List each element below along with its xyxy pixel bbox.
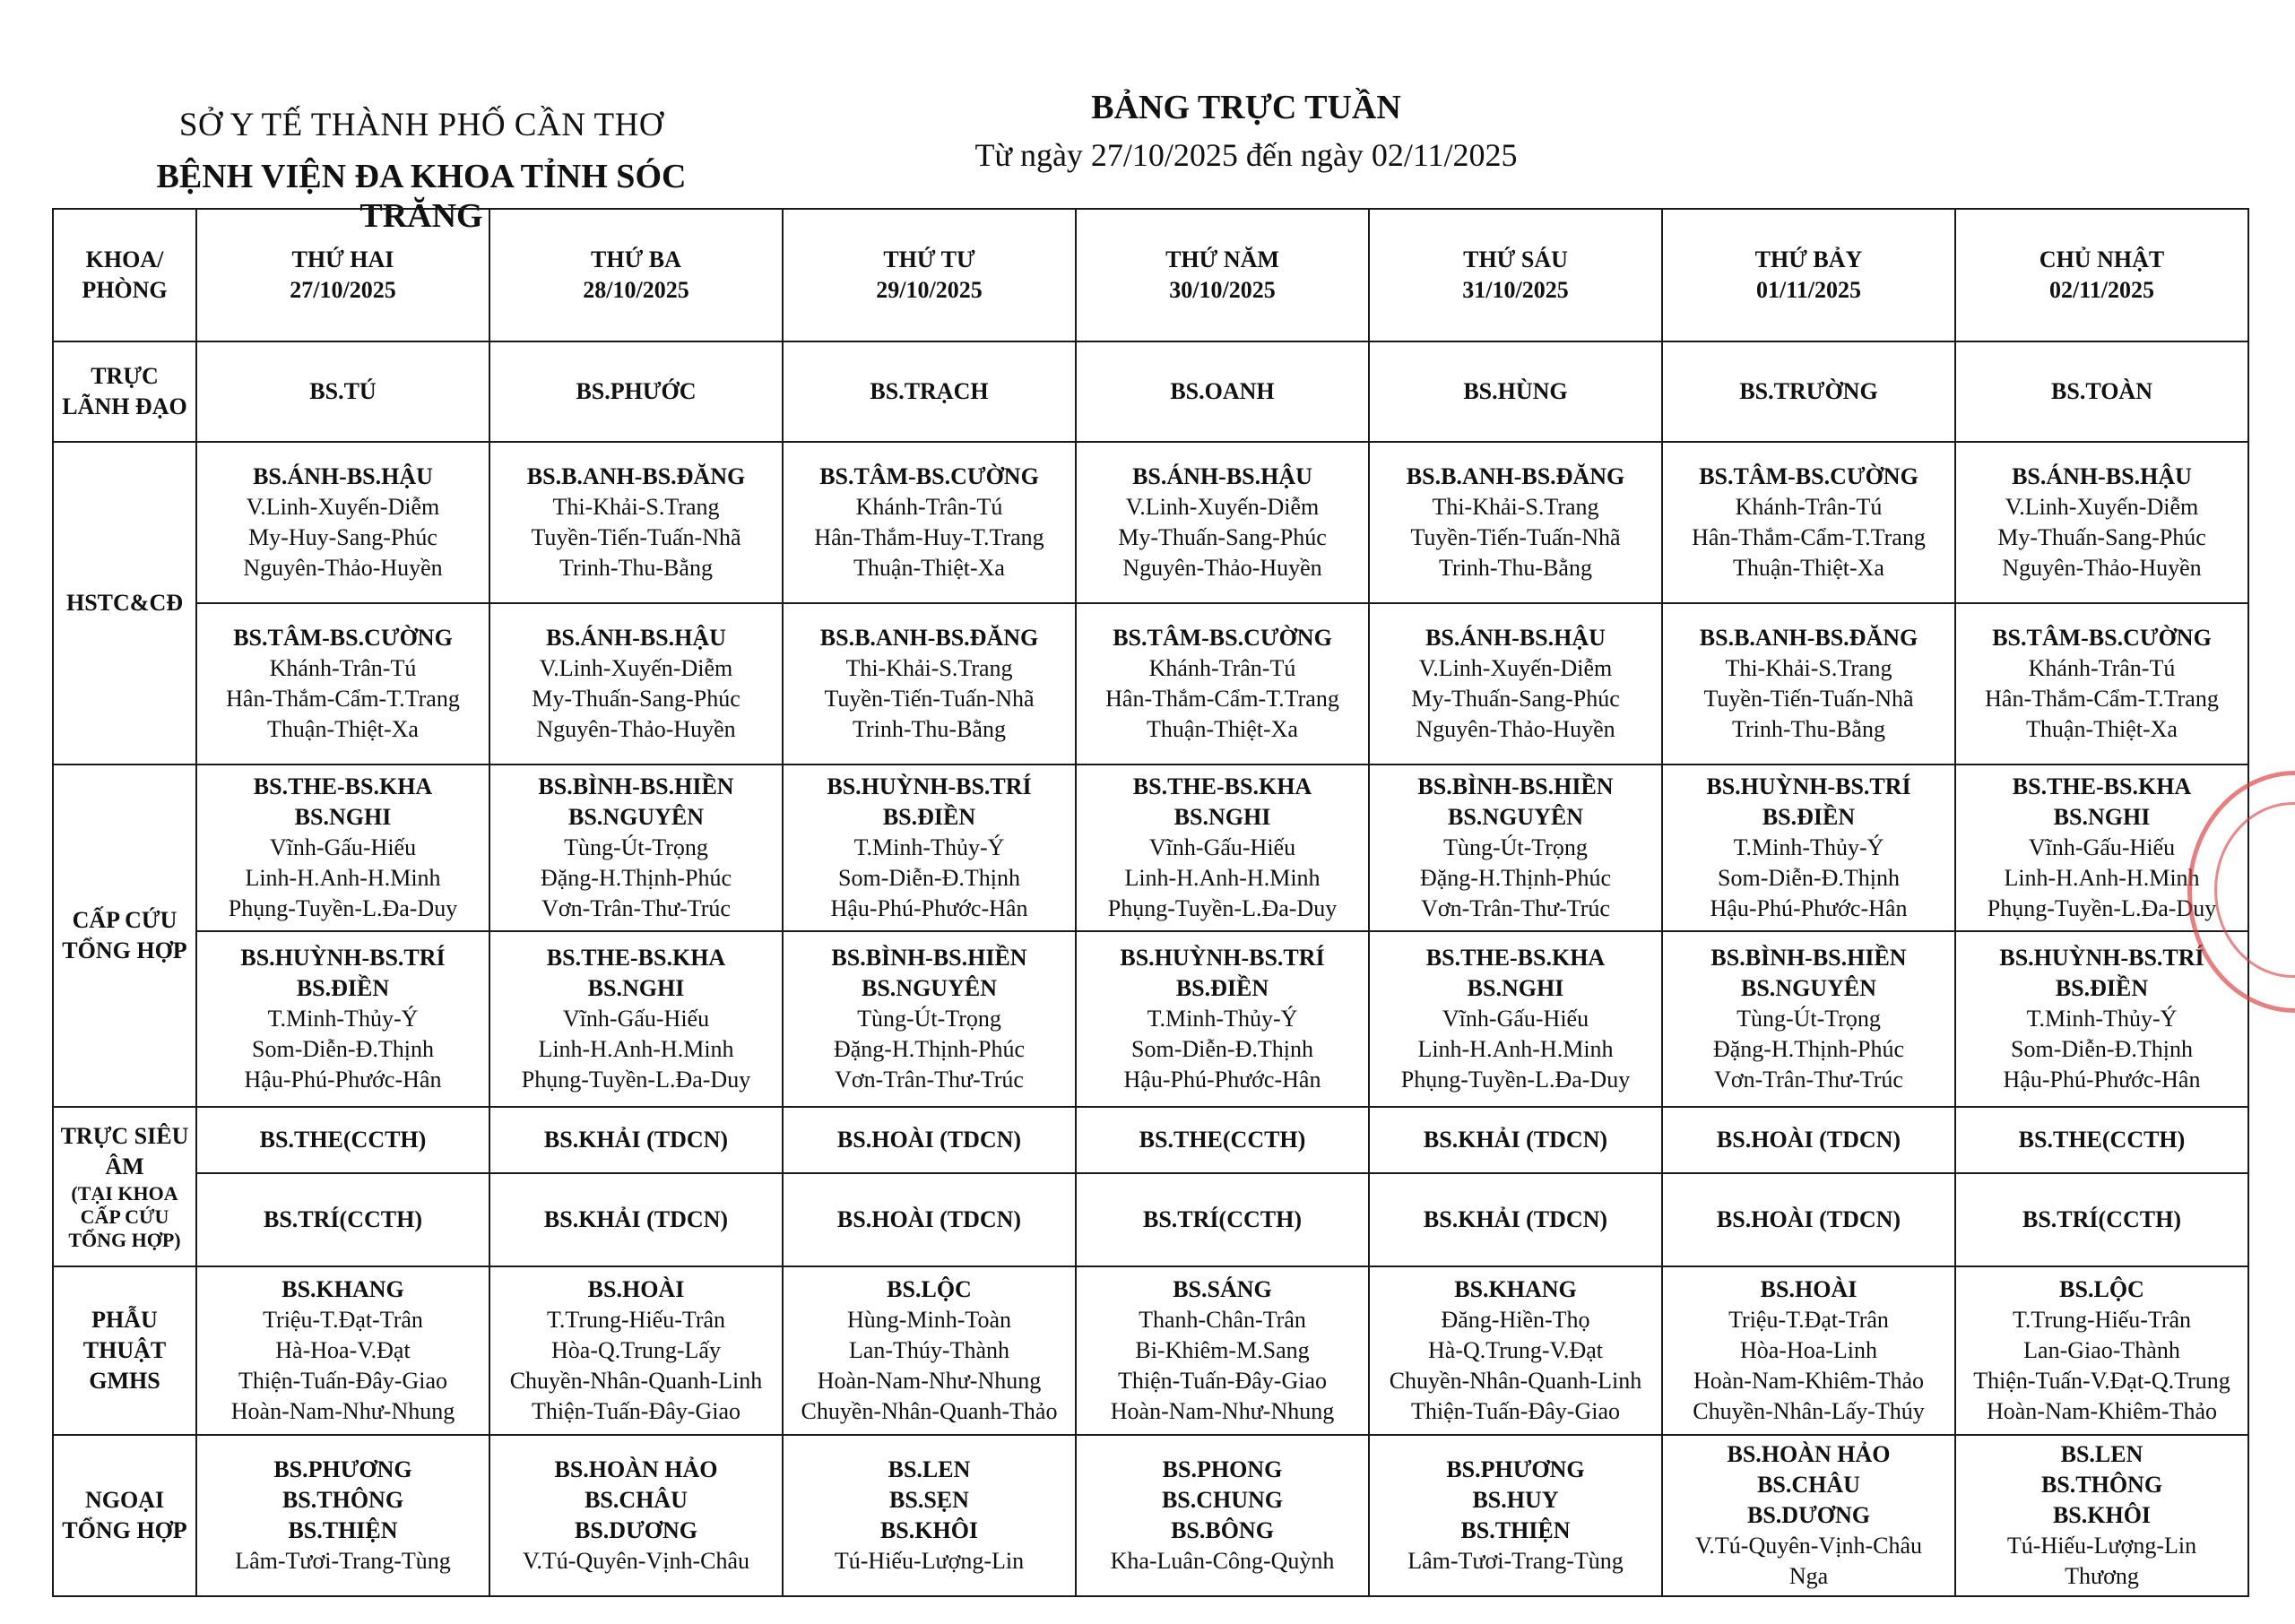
row-ngoai: [53, 1435, 2248, 1596]
staff-names: Linh-H.Anh-H.Minh: [2004, 865, 2200, 891]
duty-cell: [196, 764, 489, 931]
staff-names: My-Thuấn-Sang-Phúc: [532, 686, 740, 712]
staff-names: Khánh-Trân-Tú: [269, 655, 417, 681]
hospital-name: BỆNH VIỆN ĐA KHOA TỈNH SÓC TRĂNG: [156, 158, 687, 235]
doctor-name: BS.HOÀI: [1760, 1276, 1858, 1302]
doctor-name: BS.SÁNG: [1173, 1276, 1272, 1302]
staff-names: Thiện-Tuấn-Đây-Giao: [1118, 1368, 1327, 1394]
doctor-name: BS.ÁNH-BS.HẬU: [2012, 463, 2192, 489]
staff-names: Linh-H.Anh-H.Minh: [245, 865, 441, 891]
ultrasound-cell: BS.KHẢI (TDCN): [489, 1107, 783, 1173]
doctor-name: BS.CHUNG: [1161, 1487, 1284, 1513]
row-phau-thuat: [53, 1266, 2248, 1435]
staff-names: Hoàn-Nam-Khiêm-Thảo: [1693, 1368, 1925, 1394]
row-hstc-1: [53, 442, 2248, 603]
doctor-name: BS.NGHI: [1173, 804, 1271, 830]
staff-names: Thiện-Tuấn-Đây-Giao: [1411, 1398, 1620, 1424]
duty-cell: [1369, 1435, 1662, 1596]
doctor-name: BS.THÔNG: [281, 1487, 404, 1513]
day-header: [1662, 209, 1955, 341]
staff-names: Lâm-Tươi-Trang-Tùng: [235, 1548, 451, 1574]
row-hstc-2: [53, 603, 2248, 764]
staff-names: Phụng-Tuyền-L.Đa-Duy: [228, 895, 458, 921]
staff-names: Đăng-Hiền-Thọ: [1441, 1307, 1590, 1333]
row-sieuam-1: [53, 1107, 2248, 1173]
dept-truc-lanh-dao: TRỰC LÃNH ĐẠO: [53, 341, 196, 442]
duty-cell: [1955, 1435, 2248, 1596]
ultrasound-cell: BS.KHẢI (TDCN): [1369, 1173, 1662, 1266]
staff-names: Tuyền-Tiến-Tuấn-Nhã: [531, 524, 741, 550]
date-range: Từ ngày 27/10/2025 đến ngày 02/11/2025: [974, 137, 1518, 173]
doctor-name: BS.LEN: [2060, 1441, 2143, 1467]
staff-names: My-Thuấn-Sang-Phúc: [1997, 524, 2206, 550]
doctor-name: BS.CHÂU: [1757, 1472, 1860, 1498]
dept-sieu-am: [53, 1107, 196, 1266]
staff-names: Đặng-H.Thịnh-Phúc: [1419, 865, 1611, 891]
doctor-name: BS.NGUYÊN: [568, 804, 704, 830]
staff-names: Tùng-Út-Trọng: [1443, 834, 1588, 860]
doctor-name: BS.HOÀN HẢO: [1727, 1441, 1891, 1467]
dept-sieu-am-label: TRỰC SIÊU ÂM: [60, 1123, 189, 1179]
staff-names: Linh-H.Anh-H.Minh: [1124, 865, 1321, 891]
staff-names: T.Minh-Thủy-Ý: [1147, 1006, 1298, 1032]
duty-cell: [783, 764, 1076, 931]
doctor-name: BS.ĐIỀN: [1175, 975, 1269, 1001]
staff-names: Khánh-Trân-Tú: [1148, 655, 1296, 681]
staff-names: V.Tú-Quyên-Vịnh-Châu: [1695, 1533, 1922, 1559]
dept-header: KHOA/ PHÒNG: [53, 209, 196, 341]
staff-names: My-Thuấn-Sang-Phúc: [1118, 524, 1327, 550]
doctor-name: BS.KHANG: [1454, 1276, 1577, 1302]
doctor-name: BS.HOÀI: [587, 1276, 685, 1302]
staff-names: Chuyền-Nhân-Quanh-Linh: [1389, 1368, 1642, 1394]
staff-names: T.Trung-Hiếu-Trân: [2012, 1307, 2192, 1333]
duty-cell: [783, 1435, 1076, 1596]
staff-names: Thanh-Chân-Trân: [1139, 1307, 1306, 1333]
staff-names: Thi-Khải-S.Trang: [1432, 494, 1599, 520]
day-date: 01/11/2025: [1755, 277, 1861, 303]
duty-cell: [196, 442, 489, 603]
staff-names: My-Huy-Sang-Phúc: [248, 524, 437, 550]
duty-cell: [783, 931, 1076, 1107]
doctor-name: BS.NGUYÊN: [1741, 975, 1876, 1001]
staff-names: Nguyên-Thảo-Huyền: [2002, 555, 2202, 581]
doctor-name: BS.TÂM-BS.CƯỜNG: [1992, 625, 2212, 651]
doctor-name: BS.THÔNG: [2040, 1472, 2163, 1498]
duty-cell: [196, 1435, 489, 1596]
staff-names: Vĩnh-Gấu-Hiếu: [2028, 834, 2176, 860]
duty-cell: [489, 603, 783, 764]
doctor-name: BS.ÁNH-BS.HẬU: [1132, 463, 1312, 489]
staff-names: V.Linh-Xuyến-Diễm: [1418, 655, 1613, 681]
staff-names: Hậu-Phú-Phước-Hân: [1123, 1067, 1321, 1093]
duty-cell: [489, 1266, 783, 1435]
duty-cell: [1662, 1435, 1955, 1596]
doctor-name: BS.LỘC: [887, 1276, 972, 1302]
day-date: 30/10/2025: [1169, 277, 1276, 303]
doctor-name: BS.THE-BS.KHA: [1425, 945, 1606, 971]
ultrasound-cell: BS.THE(CCTH): [1955, 1107, 2248, 1173]
staff-names: V.Linh-Xuyến-Diễm: [1125, 494, 1320, 520]
doctor-name: BS.HUỲNH-BS.TRÍ: [1999, 945, 2204, 971]
staff-names: V.Linh-Xuyến-Diễm: [539, 655, 733, 681]
day-date: 28/10/2025: [583, 277, 689, 303]
staff-names: Chuyền-Nhân-Quanh-Thảo: [801, 1398, 1058, 1424]
doctor-name: BS.HUỲNH-BS.TRÍ: [240, 945, 446, 971]
staff-names: My-Thuấn-Sang-Phúc: [1411, 686, 1620, 712]
day-header: [196, 209, 489, 341]
duty-cell: [1662, 603, 1955, 764]
row-capcuu-1: [53, 764, 2248, 931]
document-title-block: [932, 88, 1560, 174]
staff-names: V.Linh-Xuyến-Diễm: [246, 494, 440, 520]
duty-cell: [783, 1266, 1076, 1435]
doctor-name: BS.ĐIỀN: [882, 804, 976, 830]
day-name: THỨ SÁU: [1463, 246, 1568, 272]
duty-cell: [1076, 1435, 1369, 1596]
staff-names: Nguyên-Thảo-Huyền: [1416, 716, 1615, 742]
duty-cell: [489, 1435, 783, 1596]
staff-names: T.Minh-Thủy-Ý: [1733, 834, 1884, 860]
ultrasound-cell: BS.HOÀI (TDCN): [1662, 1173, 1955, 1266]
staff-names: Đặng-H.Thịnh-Phúc: [833, 1036, 1025, 1062]
staff-names: Tùng-Út-Trọng: [564, 834, 708, 860]
staff-names: Som-Diễn-Đ.Thịnh: [252, 1036, 434, 1062]
doctor-name: BS.KHÔI: [2052, 1502, 2152, 1528]
staff-names: Tuyền-Tiến-Tuấn-Nhã: [1703, 686, 1914, 712]
staff-names: Som-Diễn-Đ.Thịnh: [838, 865, 1020, 891]
staff-names: Hân-Thắm-Cẩm-T.Trang: [1985, 686, 2219, 712]
doctor-name: BS.KHÔI: [879, 1517, 979, 1543]
dept-hstc: HSTC&CĐ: [53, 442, 196, 764]
staff-names: Thiện-Tuấn-V.Đạt-Q.Trung: [1973, 1368, 2230, 1394]
duty-cell: [783, 442, 1076, 603]
document-title: BẢNG TRỰC TUẦN: [1091, 89, 1401, 126]
duty-cell: [1662, 931, 1955, 1107]
staff-names: Nga: [1788, 1563, 1829, 1589]
staff-names: Thuận-Thiệt-Xa: [1147, 716, 1298, 742]
staff-names: Vĩnh-Gấu-Hiếu: [562, 1006, 710, 1032]
staff-names: Linh-H.Anh-H.Minh: [1417, 1036, 1614, 1062]
ultrasound-cell: BS.KHẢI (TDCN): [489, 1173, 783, 1266]
duty-cell: [1076, 1266, 1369, 1435]
staff-names: Tùng-Út-Trọng: [1736, 1006, 1881, 1032]
staff-names: Tú-Hiếu-Lượng-Lin: [2006, 1533, 2197, 1559]
staff-names: T.Minh-Thủy-Ý: [267, 1006, 419, 1032]
doctor-name: BS.BÌNH-BS.HIỀN: [831, 945, 1027, 971]
duty-cell: [1076, 764, 1369, 931]
staff-names: T.Trung-Hiếu-Trân: [546, 1307, 726, 1333]
doctor-name: BS.HUY: [1472, 1487, 1559, 1513]
doctor-name: BS.HOÀN HẢO: [554, 1456, 718, 1482]
staff-names: Thi-Khải-S.Trang: [1725, 655, 1892, 681]
staff-names: Phụng-Tuyền-L.Đa-Duy: [1987, 895, 2217, 921]
leader-cell: BS.HÙNG: [1369, 341, 1662, 442]
duty-cell: [1955, 442, 2248, 603]
doctor-name: BS.ĐIỀN: [2055, 975, 2149, 1001]
staff-names: Hoàn-Nam-Như-Nhung: [817, 1368, 1042, 1394]
leader-cell: BS.OANH: [1076, 341, 1369, 442]
duty-cell: [1662, 1266, 1955, 1435]
staff-names: Nguyên-Thảo-Huyền: [243, 555, 443, 581]
department-of-health: SỞ Y TẾ THÀNH PHỐ CẦN THƠ: [178, 107, 664, 143]
staff-names: Lan-Thúy-Thành: [848, 1337, 1010, 1363]
doctor-name: BS.ĐIỀN: [1762, 804, 1856, 830]
day-date: 29/10/2025: [876, 277, 983, 303]
staff-names: Som-Diễn-Đ.Thịnh: [2011, 1036, 2193, 1062]
duty-cell: [196, 931, 489, 1107]
day-date: 27/10/2025: [290, 277, 396, 303]
duty-cell: [783, 603, 1076, 764]
staff-names: Hân-Thắm-Cẩm-T.Trang: [226, 686, 460, 712]
leader-cell: BS.TOÀN: [1955, 341, 2248, 442]
staff-names: Thuận-Thiệt-Xa: [267, 716, 419, 742]
doctor-name: BS.B.ANH-BS.ĐĂNG: [1699, 625, 1918, 651]
day-date: 02/11/2025: [2048, 277, 2154, 303]
duty-cell: [1662, 764, 1955, 931]
doctor-name: BS.ÁNH-BS.HẬU: [253, 463, 433, 489]
staff-names: Trinh-Thu-Bằng: [1732, 716, 1885, 742]
duty-cell: [1369, 603, 1662, 764]
duty-cell: [196, 603, 489, 764]
leader-cell: BS.PHƯỚC: [489, 341, 783, 442]
doctor-name: BS.NGHI: [294, 804, 392, 830]
staff-names: Tuyền-Tiến-Tuấn-Nhã: [824, 686, 1035, 712]
staff-names: Chuyền-Nhân-Quanh-Linh: [509, 1368, 763, 1394]
doctor-name: BS.CHÂU: [585, 1487, 688, 1513]
day-name: THỨ BA: [591, 246, 681, 272]
staff-names: Vơn-Trân-Thư-Trúc: [1421, 895, 1610, 921]
staff-names: Khánh-Trân-Tú: [1735, 494, 1883, 520]
doctor-name: BS.TÂM-BS.CƯỜNG: [1113, 625, 1332, 651]
day-header: [1076, 209, 1369, 341]
doctor-name: BS.PHONG: [1162, 1456, 1283, 1482]
day-date: 31/10/2025: [1462, 277, 1569, 303]
staff-names: Linh-H.Anh-H.Minh: [538, 1036, 734, 1062]
duty-cell: [1662, 442, 1955, 603]
staff-names: Tú-Hiếu-Lượng-Lin: [834, 1548, 1025, 1574]
ultrasound-cell: BS.KHẢI (TDCN): [1369, 1107, 1662, 1173]
ultrasound-cell: BS.THE(CCTH): [1076, 1107, 1369, 1173]
doctor-name: BS.BÌNH-BS.HIỀN: [538, 773, 734, 799]
staff-names: Hoàn-Nam-Khiêm-Thảo: [1986, 1398, 2218, 1424]
staff-names: Thuận-Thiệt-Xa: [853, 555, 1005, 581]
duty-cell: [1369, 1266, 1662, 1435]
staff-names: Hân-Thắm-Huy-T.Trang: [814, 524, 1044, 550]
staff-names: Hậu-Phú-Phước-Hân: [2003, 1067, 2201, 1093]
duty-cell: [1369, 931, 1662, 1107]
staff-names: Hòa-Hoa-Linh: [1739, 1337, 1878, 1363]
staff-names: Lâm-Tươi-Trang-Tùng: [1407, 1548, 1624, 1574]
staff-names: Hậu-Phú-Phước-Hân: [1710, 895, 1908, 921]
staff-names: Khánh-Trân-Tú: [855, 494, 1003, 520]
staff-names: V.Tú-Quyên-Vịnh-Châu: [523, 1548, 749, 1574]
ultrasound-cell: BS.THE(CCTH): [196, 1107, 489, 1173]
staff-names: Vơn-Trân-Thư-Trúc: [1714, 1067, 1903, 1093]
dept-sieu-am-sublabel: (TẠI KHOA CẤP CỨU TỔNG HỢP): [68, 1182, 181, 1251]
staff-names: Tuyền-Tiến-Tuấn-Nhã: [1410, 524, 1621, 550]
staff-names: Hân-Thắm-Cẩm-T.Trang: [1105, 686, 1339, 712]
staff-names: Đặng-H.Thịnh-Phúc: [540, 865, 732, 891]
doctor-name: BS.KHANG: [281, 1276, 404, 1302]
row-capcuu-2: [53, 931, 2248, 1107]
doctor-name: BS.THE-BS.KHA: [253, 773, 433, 799]
doctor-name: BS.PHƯƠNG: [273, 1456, 412, 1482]
staff-names: Vơn-Trân-Thư-Trúc: [541, 895, 731, 921]
doctor-name: BS.THIỆN: [1460, 1517, 1571, 1543]
staff-names: Hòa-Q.Trung-Lấy: [551, 1337, 721, 1363]
leader-cell: BS.TRẠCH: [783, 341, 1076, 442]
doctor-name: BS.LỘC: [2059, 1276, 2144, 1302]
doctor-name: BS.THIỆN: [288, 1517, 398, 1543]
duty-cell: [1955, 1266, 2248, 1435]
staff-names: Đặng-H.Thịnh-Phúc: [1712, 1036, 1904, 1062]
staff-names: Thiện-Tuấn-Đây-Giao: [238, 1368, 447, 1394]
staff-names: Phụng-Tuyền-L.Đa-Duy: [521, 1067, 751, 1093]
staff-names: Kha-Luân-Công-Quỳnh: [1110, 1548, 1335, 1574]
staff-names: Lan-Giao-Thành: [2023, 1337, 2180, 1363]
doctor-name: BS.HUỲNH-BS.TRÍ: [1120, 945, 1325, 971]
staff-names: Hà-Q.Trung-V.Đạt: [1428, 1337, 1603, 1363]
doctor-name: BS.NGHI: [1467, 975, 1564, 1001]
staff-names: Vĩnh-Gấu-Hiếu: [1442, 1006, 1589, 1032]
staff-names: Thiện-Tuấn-Đây-Giao: [532, 1398, 740, 1424]
day-name: THỨ TƯ: [883, 246, 975, 272]
staff-names: T.Minh-Thủy-Ý: [2026, 1006, 2178, 1032]
doctor-name: BS.DƯƠNG: [1747, 1502, 1870, 1528]
staff-names: Triệu-T.Đạt-Trân: [263, 1307, 423, 1333]
staff-names: Thuận-Thiệt-Xa: [2026, 716, 2178, 742]
ultrasound-cell: BS.TRÍ(CCTH): [1955, 1173, 2248, 1266]
staff-names: Hậu-Phú-Phước-Hân: [244, 1067, 442, 1093]
doctor-name: BS.BÔNG: [1171, 1517, 1274, 1543]
ultrasound-cell: BS.HOÀI (TDCN): [783, 1173, 1076, 1266]
doctor-name: BS.LEN: [888, 1456, 971, 1482]
staff-names: Nguyên-Thảo-Huyền: [1122, 555, 1322, 581]
doctor-name: BS.TÂM-BS.CƯỜNG: [819, 463, 1039, 489]
doctor-name: BS.TÂM-BS.CƯỜNG: [1699, 463, 1918, 489]
staff-names: Phụng-Tuyền-L.Đa-Duy: [1107, 895, 1338, 921]
doctor-name: BS.SẸN: [889, 1487, 969, 1513]
duty-cell: [489, 764, 783, 931]
doctor-name: BS.ÁNH-BS.HẬU: [1425, 625, 1606, 651]
doctor-name: BS.ĐIỀN: [296, 975, 390, 1001]
row-truc-lanh-dao: [53, 341, 2248, 442]
doctor-name: BS.THE-BS.KHA: [546, 945, 726, 971]
staff-names: Nguyên-Thảo-Huyền: [536, 716, 736, 742]
doctor-name: BS.NGHI: [2053, 804, 2151, 830]
staff-names: Trinh-Thu-Bằng: [559, 555, 713, 581]
doctor-name: BS.B.ANH-BS.ĐĂNG: [819, 625, 1039, 651]
staff-names: Hậu-Phú-Phước-Hân: [830, 895, 1028, 921]
staff-names: Thi-Khải-S.Trang: [552, 494, 720, 520]
staff-names: Som-Diễn-Đ.Thịnh: [1718, 865, 1900, 891]
header-row: [53, 209, 2248, 341]
staff-names: Tùng-Út-Trọng: [857, 1006, 1001, 1032]
day-header: [1955, 209, 2248, 341]
staff-names: Hà-Hoa-V.Đạt: [275, 1337, 411, 1363]
staff-names: Vĩnh-Gấu-Hiếu: [1148, 834, 1296, 860]
ultrasound-cell: BS.TRÍ(CCTH): [1076, 1173, 1369, 1266]
ultrasound-cell: BS.HOÀI (TDCN): [1662, 1107, 1955, 1173]
staff-names: Bi-Khiêm-M.Sang: [1135, 1337, 1310, 1363]
leader-cell: BS.TRƯỜNG: [1662, 341, 1955, 442]
staff-names: Triệu-T.Đạt-Trân: [1728, 1307, 1889, 1333]
staff-names: Chuyền-Nhân-Lấy-Thúy: [1693, 1398, 1925, 1424]
ultrasound-cell: BS.HOÀI (TDCN): [783, 1107, 1076, 1173]
dept-phau-thuat: PHẪU THUẬT GMHS: [53, 1266, 196, 1435]
staff-names: Thi-Khải-S.Trang: [845, 655, 1013, 681]
staff-names: Thương: [2065, 1563, 2139, 1589]
staff-names: Hoàn-Nam-Như-Nhung: [230, 1398, 455, 1424]
staff-names: T.Minh-Thủy-Ý: [853, 834, 1005, 860]
staff-names: Trinh-Thu-Bằng: [1439, 555, 1592, 581]
day-name: THỨ NĂM: [1165, 246, 1279, 272]
staff-names: Vĩnh-Gấu-Hiếu: [269, 834, 417, 860]
staff-names: Trinh-Thu-Bằng: [853, 716, 1006, 742]
staff-names: Khánh-Trân-Tú: [2028, 655, 2176, 681]
doctor-name: BS.ÁNH-BS.HẬU: [546, 625, 726, 651]
doctor-name: BS.B.ANH-BS.ĐĂNG: [526, 463, 746, 489]
staff-names: Hân-Thắm-Cẩm-T.Trang: [1692, 524, 1926, 550]
dept-ngoai: NGOẠI TỔNG HỢP: [53, 1435, 196, 1596]
row-sieuam-2: [53, 1173, 2248, 1266]
doctor-name: BS.HUỲNH-BS.TRÍ: [827, 773, 1032, 799]
doctor-name: BS.PHƯƠNG: [1446, 1456, 1585, 1482]
duty-cell: [1369, 764, 1662, 931]
doctor-name: BS.NGUYÊN: [1448, 804, 1583, 830]
doctor-name: BS.HUỲNH-BS.TRÍ: [1706, 773, 1911, 799]
day-header: [489, 209, 783, 341]
duty-cell: [489, 442, 783, 603]
day-header: [783, 209, 1076, 341]
duty-cell: [1076, 442, 1369, 603]
duty-cell: [1369, 442, 1662, 603]
doctor-name: BS.TÂM-BS.CƯỜNG: [233, 625, 453, 651]
day-name: CHỦ NHẬT: [2039, 246, 2165, 272]
doctor-name: BS.THE-BS.KHA: [1132, 773, 1312, 799]
doctor-name: BS.NGUYÊN: [862, 975, 997, 1001]
staff-names: Vơn-Trân-Thư-Trúc: [835, 1067, 1024, 1093]
doctor-name: BS.BÌNH-BS.HIỀN: [1710, 945, 1907, 971]
staff-names: V.Linh-Xuyến-Diễm: [2005, 494, 2199, 520]
day-header: [1369, 209, 1662, 341]
doctor-name: BS.DƯƠNG: [575, 1517, 697, 1543]
doctor-name: BS.THE-BS.KHA: [2012, 773, 2192, 799]
staff-names: Hùng-Minh-Toàn: [846, 1307, 1012, 1333]
staff-names: Hoàn-Nam-Như-Nhung: [1110, 1398, 1335, 1424]
day-name: THỨ BẢY: [1754, 246, 1863, 272]
dept-cap-cuu: CẤP CỨU TỔNG HỢP: [53, 764, 196, 1107]
duty-cell: [1076, 603, 1369, 764]
duty-cell: [1955, 603, 2248, 764]
doctor-name: BS.B.ANH-BS.ĐĂNG: [1406, 463, 1625, 489]
leader-cell: BS.TÚ: [196, 341, 489, 442]
doctor-name: BS.NGHI: [587, 975, 685, 1001]
doctor-name: BS.BÌNH-BS.HIỀN: [1417, 773, 1614, 799]
duty-cell: [489, 931, 783, 1107]
day-name: THỨ HAI: [291, 246, 394, 272]
staff-names: Som-Diễn-Đ.Thịnh: [1131, 1036, 1313, 1062]
duty-cell: [196, 1266, 489, 1435]
duty-roster-table: [52, 208, 2249, 1597]
staff-names: Thuận-Thiệt-Xa: [1733, 555, 1884, 581]
staff-names: Phụng-Tuyền-L.Đa-Duy: [1400, 1067, 1631, 1093]
duty-cell: [1076, 931, 1369, 1107]
ultrasound-cell: BS.TRÍ(CCTH): [196, 1173, 489, 1266]
